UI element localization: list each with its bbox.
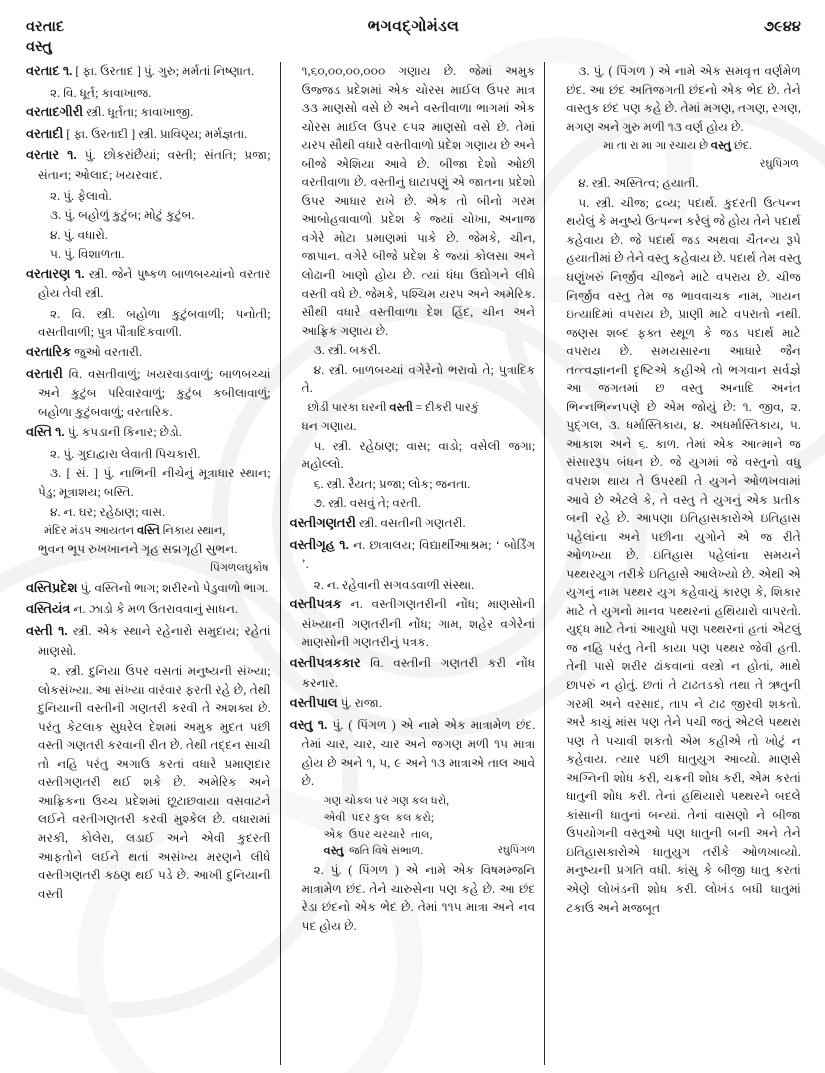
entry [26, 146, 271, 184]
headword: વસ્તી ૧. [26, 623, 68, 638]
quotation-text: નિકાય સ્થાન, [159, 525, 226, 538]
entry [290, 716, 536, 791]
quotation-line-1 [26, 523, 271, 540]
running-head [14, 18, 811, 36]
sense-text: ૨. પું. ગુદાદ્વારા લેવાતી પિચકારી. [50, 446, 201, 461]
entry-text: પું. કપડાની કિનાર; છેડો. [64, 425, 182, 440]
quotation-source: પિંગળલઘુકોષ [210, 561, 269, 574]
headword: વરતારિક [26, 344, 72, 359]
text-columns [14, 62, 811, 1065]
sense: ૩. સ્ત્રી. બકરી. [313, 343, 381, 358]
headword: વસ્તીગણતરી [289, 515, 356, 530]
entry-text: પું. વસ્તિનો ભાગ; શરીરનો પેડુવાળો ભાગ. [77, 580, 269, 595]
verse-quotation [290, 793, 536, 860]
headword: વસ્તિ ૧. [26, 425, 65, 440]
verse-line-4 [324, 843, 536, 860]
sense-text: ૪. પું. વધારો. [50, 227, 108, 242]
entry [26, 343, 271, 363]
quotation-keyword: વસ્તિ [136, 525, 160, 538]
verse-keyword: વસ્તુ [323, 845, 344, 858]
quotation-text: મંદિર મંડપ આયતન [44, 525, 137, 538]
entry [290, 595, 536, 652]
paragraph-continued: ૧,૬૦,૦૦,૦૦,૦૦૦ ગણાય છે. જેમાં અમુક ઉજ્જડ પ્રદેશમાં એક ચોરસ માઈલ ઉપર માત્ર ૩૩ માણસો વસે છે અને વસ્તીવાળા ભાગમાં એક ચોરસ માઈલ ઉપર ૯૫૨ માણસો વસે છે. તેમાં યરપ સૌથી વધારે વસ્તીવાળો પ્રદેશ ગણાય છે અને બીજે એશિયા આવે છે. બીજા દેશો ઓછી વરતીવાળા છે. વસ્તીનું ઘાટાપણું એ જાતના પ્રદેશો ઉપર આધાર રાખે છે. એક તો બીનો ગરમ આબોહવાવાળો પ્રદેશ કે જ્યાં ચોખા, અનાજ વગેરે મોટા પ્રમાણમાં પાકે છે. જેમકે, ચીન, જાપાન. વગેરે બીજે પ્રદેશ કે જ્યાં કોલસા અને લોઢાની ખાણો હોય છે. ત્યાં ધંધા ઉદ્યોગને લીધે વસ્તી વધે છે. જેમકે, પશ્ચિમ યરપ અને અમેરિક. સૌથી વધારે વસ્તીવાળા દેશ હિંદ, ચીન અને આફ્રિક ગણાય છે. [301, 64, 536, 338]
sense-text: ૨. સ્ત્રી. દુનિયા ઉપર વસતાં મનુષ્યની સંખ્યા; લોકસંખ્યા. આ સંખ્યા વારંવાર ફરતી રહે છે, તેથી દુનિયાની વસ્તીની ગણતરી કરવી તે અશક્ય છે. પરંતુ કેટલાક સુધરેલ દેશમાં અમુક મુદત પછી વસ્તી ગણતરી કરવાની રીત છે. તેથી તદ્દન સાચી તો નહિ પરંતુ અગાઉ કરતાં વધારે પ્રમાણદાર વસ્તીગણતરી થઈ શકે છે. અમેરિક અને આફ્રિકના ઉચ્ચ પ્રદેશમાં છૂટાછવાયા વસવાટને લઈને વરતીગણતરી કરવી મુશ્કેલ છે. વધારામાં મરકી, કોલેરા, લડાઈ અને એવી કુદરતી આફતોને લઈને થતાં અસંખ્ય મરણને લીધે વસ્તીગણતરી કઠણ થઈ પડે છે. આખી દુનિયાની વસ્તી [38, 664, 271, 901]
headword: વરતારી [26, 366, 63, 381]
verse-source: રઘુપિંગળ [497, 845, 536, 857]
sense [26, 464, 271, 501]
running-head-title: ભગવદ્ગોમંડલ [367, 18, 460, 35]
prosody-example-source: રઘુપિંગળ [759, 157, 799, 170]
entry [26, 365, 271, 422]
sense-text: ૨. વિ. ધૂર્ત; કાવાખાજ. [50, 85, 152, 100]
sense: ૪. સ્ત્રી. અસ્તિત્વ; હયાતી. [578, 176, 699, 191]
prosody-example-text: મા તા રા મા ગા રચાય છે [603, 140, 711, 153]
entry-text: વિ. વસ્તીની ગણતરી કરી નોંધ કરનાર. [301, 655, 536, 690]
entry [26, 62, 271, 82]
sense [26, 305, 271, 342]
entry-text: સ્ત્રી. એક સ્થાને રહેનારો સમુદાય; રહેતાં માણસો. [38, 623, 271, 658]
sense-text: ૩. [ સં. ] પું. નાભિની નીચેનું મૂત્રાધાર સ્થાન; પેડુ; મૂત્રાશય; બસ્તિ. [38, 466, 271, 499]
headword: વરતાદી [26, 126, 64, 141]
headword: વસ્તિયંત્ર [26, 602, 71, 617]
headword: વસ્તીપાલ [289, 696, 338, 711]
sense [26, 84, 271, 103]
entry [26, 622, 271, 660]
sense [26, 662, 271, 903]
entry-text: ન. છાત્રાલય; વિદ્યાર્થીઆશ્રમ; ‘ બોર્ડિંગ ’. [301, 537, 536, 572]
headword: વરતાર ૧. [26, 148, 77, 163]
sense [26, 226, 271, 245]
sense [26, 245, 271, 264]
headword: વસ્તીપત્રકકાર [289, 655, 361, 670]
entry-text: સ્ત્રી. જેને પુષ્કળ બાળબચ્ચાંનો વરતાર હોય તેવી સ્ત્રી. [38, 266, 271, 301]
sense [26, 206, 271, 225]
sense: ૩. પું. ( પિંગળ ) એ નામે એક સમવૃત્ત વર્ણમેળ છંદ. આ છંદ અતિજગતી છંદનો એક ભેદ છે. તેને વાસ્તુક છંદ પણ કહે છે. તેમાં મગણ, તગણ, રગણ, મગણ અને ગુરુ મળી ૧૩ વર્ણ હોય છે. [566, 64, 801, 134]
entry-text: ન. વસ્તીગણતરીની નોંધ; માણસોની સંખ્યાની ગણતરીની નોંધ; ગામ, શહેર વગેરેનાં માણસોની ગણતરીનું પત્રક. [301, 597, 536, 650]
sense-text: ૩. પું. બહોળું કુટુંબ; મોટું કુટુંબ. [50, 208, 195, 223]
entry-text: સ્ત્રી. વસતીની ગણતરી. [355, 515, 466, 530]
entry-text: પું. છોકરાંછૈયાં; વસ્તી; સંતતિ; પ્રજા; સંતાન; ઓલાદ; ખયરવાદ. [38, 148, 271, 182]
column-3 [545, 62, 811, 1065]
verse-line-3: એક ઉપર ચરચારે તાલ, [323, 828, 433, 841]
entry [290, 536, 536, 574]
sense: ૪. સ્ત્રી. બાળબચ્ચાં વગેરેનો ભરાવો તે; પુત્રાદિક તે. [301, 362, 536, 396]
sense: ૨. ન. રહેવાની સગવડવાળી સંસ્થા. [313, 577, 475, 592]
headword: વસ્તીપત્રક [289, 597, 342, 612]
entry-text: [ ફા. ઉરતાદી ] સ્ત્રી. પ્રાવિણ્ય; મર્મજ્ઞતા. [63, 126, 248, 141]
sense-text: ૫. પું. વિશાળતા. [50, 247, 125, 262]
verse-line-1: ગણ ચોકલ પર ગણ કલ ધરો, [323, 794, 450, 807]
quotation-line-2: ભુવન ભૂપ રુખખાનને ગૃહ સદ્મગૃહી સુભન. [38, 542, 238, 557]
sense: ૫. સ્ત્રી. રહેઠાણ; વાસ; વાડો; વસેલી જગા; મહોલ્લો. [301, 438, 536, 472]
entry [26, 600, 271, 620]
entry [26, 423, 271, 443]
usage-example-line-1 [290, 400, 536, 417]
entry-text: પું. રાજા. [337, 696, 382, 711]
entry [290, 514, 536, 534]
headword: વરતારણ ૧. [26, 266, 85, 281]
usage-example-line-2: ધન ગણાય. [301, 419, 357, 434]
sense [26, 445, 271, 464]
entry [26, 265, 271, 303]
sense: ૨. પું. ( પિંગળ ) એ નામે એક વિષમમ્જનિ માત્રામેળ છંદ. તેને ચારુસેના પણ કહે છે. આ છંદ રેડા છંદનો એક ભેદ છે. તેમાં ૧૧૫ માત્રા અને નવ પદ હોય છે. [301, 863, 536, 933]
entry-text: વિ. વસતીવાળું; ખયરવાડવાળું; બાળબચ્ચાં અને કુટુંબ પરિવારવાળું; કુટુંબ કબીલાવાળું; બહોળા કુટુંબવાળું; વરતારિક. [38, 366, 271, 419]
usage-example-text: છોડી પારકા ઘરની [307, 401, 390, 414]
headword: વસ્તુ ૧. [289, 717, 328, 732]
prosody-example-text: છંદ. [731, 140, 752, 153]
sense [26, 503, 271, 522]
verse-line-4-text: જતિ વિષે સંભાળ. [343, 845, 424, 858]
sense: ૬. સ્ત્રી. રૈયત; પ્રજા; લોક; જનતા. [313, 476, 471, 491]
entry-text: પું. ( પિંગળ ) એ નામે એક માત્રામેળ છંદ. તેમાં ચાર, ચાર, ચાર અને જગણ મળી ૧૫ માત્રા હોય છે અને ૧, ૫, ૯ અને ૧૩ માત્રાએ તાલ આવે છે. [301, 717, 536, 789]
entry [26, 103, 271, 123]
entry-text: [ ફા. ઉરતાદ ] પું. ગુરુ; મર્મતાં નિષ્ણાત. [72, 64, 255, 78]
column-1 [14, 62, 280, 1065]
entry-text: સ્ત્રી. ધૂર્તતા; કાવાખાજી. [83, 105, 194, 120]
sense-text: ૪. ન. ઘર; રહેઠાણ; વાસ. [50, 504, 166, 519]
sense-text: ૨. પું. ફેલાવો. [50, 188, 112, 203]
entry [290, 694, 536, 714]
sense: ૫. સ્ત્રી. ચીજ; દ્રવ્ય; પદાર્થ. કુદરતી ઉત્પન્ન થયેલું કે મનુષ્યે ઉત્પન્ન કરેલું જે હોય તેને પદાર્થ કહેવાય છે. જે પદાર્થ જડ અથવા ચૈતન્ય રૂપે હયાતીમાં છે તેને વસ્તુ કહેવાય છે. પદાર્થ તેમ વસ્તુ ઘણુંખરું નિર્જીવ ચીજને માટે વપરાય છે. ચીજ નિર્જીવ વસ્તુ તેમ જ ભાવવાચક નામ, ગાયન ઇત્યાદિમાં વપરાય છે, પ્રાણી માટે વપરાતો નથી. જણસ શબ્દ ફક્ત સ્થૂળ કે જડ પદાર્થ માટે વપરાય છે. સમયસારના આધારે જૈન તત્ત્વજ્ઞાનની દૃષ્ટિએ કહીએ તો ભગવાન સર્વજ્ઞે આ જગતમાં છ વસ્તુ અનાદિ અનંત ભિન્નભિન્નપણે છે એમ જોયું છે: ૧. જીવ, ૨. પુદ્ગલ, ૩. ધર્માસ્તિકાય, ૪. અધર્માસ્તિકાય, ૫. આકાશ અને ૬. કાળ. તેમાં એક આત્માને જ સંસારરૂપ બંધન છે. જે યુગમાં જે વસ્તુનો વધુ વપરાશ થાય તે ઉપરથી તે યુગને ઓળખવામાં આવે છે એટલે કે, તે વસ્તુ તે યુગનું એક પ્રતીક બની રહે છે. આપણા ઇતિહાસકારોએ ઇતિહાસ પહેલાંના અને પછીના યુગોને એ જ રીતે ઓળખ્યા છે. ઇતિહાસ પહેલાંના સમયને પથ્થરયુગ તરીકે ઇતિહાસે આલેખ્યો છે. એથી એ યુગનું નામ પથ્થર યુગ કહેવાયું કારણ કે, શિકાર માટે તે યુગનો માનવ પથ્થરનાં હથિયારો વાપરતો. યુદ્ધ માટે તેનાં આયુધો પણ પથ્થરનાં હતાં એટલું જ નહિ પરંતુ તેની કાયા પણ પથ્થર જેવી હતી. તેની પાસે શરીર ઢાંકવાનાં વસ્ત્રો ન હોતાં, માથે છાપરું ન હોતું. છતાં તે ટાઢતડકો તથા તે ઋતુની ગરમી અને વરસાદ, તાપ ને ટાઢ જીરવી શકતો. અરે કાચું માંસ પણ તેને પચી જતું એટલે પથ્થરા પણ તે પચાવી શકતો એમ કહીએ તો ખોટું ન કહેવાય. ત્યાર પછી ધાતુયુગ આવ્યો. માણસે અગ્નિની શોધ કરી, ચક્રની શોધ કરી, એમ કરતાં ધાતુની શોધ કરી. તેનાં હથિયારો પથ્થરને બદલે કાંસાની ધાતુનાં બન્યાં. તેનાં વાસણો ને બીજા ઉપયોગની વસ્તુઓ પણ ધાતુની બની અને તેને ઇતિહાસકારોએ ધાતુયુગ તરીકે ઓળખાવ્યો. મનુષ્યની પ્રગતિ વધી. કાંસુ કે બીજી ધાતુ કરતાં એણે લોખંડની શોધ કરી. લોખંડ બધી ધાતુમાં ટકાઉ અને મજબૂત [566, 195, 801, 915]
entry [26, 579, 271, 599]
prosody-example [554, 138, 801, 155]
sense: ૭. સ્ત્રી. વસવું તે; વરતી. [313, 496, 421, 511]
entry [26, 125, 271, 145]
headword: વસ્તિપ્રદેશ [26, 580, 78, 595]
sense-text: ૨. વિ. સ્ત્રી. બહોળા કુટુંબવાળી; પનોતી; વસતીવાળી; પુત્ર પૌત્રાદિકવાળી. [38, 306, 271, 340]
headword: વરતાદગીરી [26, 105, 84, 120]
sense [26, 187, 271, 206]
verse-line-2: એવી પંદર કુલ કલ કરો; [323, 811, 434, 824]
usage-example-keyword: વસ્તી [389, 401, 413, 414]
headword: વસ્તીગૃહ ૧. [289, 537, 349, 552]
entry-text: ન. ઝાડો કે મળ ઉતરાવવાનું સાધન. [70, 602, 238, 617]
column-2 [280, 62, 546, 1065]
page-number: ૭૯૪૪ [763, 19, 801, 35]
entry-text: જુઓ વરતારી. [71, 344, 143, 359]
usage-example-text: = દીકરી પારકું [412, 401, 479, 414]
headword: વરતાદ ૧. [26, 64, 73, 78]
prosody-example-keyword: વસ્તુ [710, 140, 732, 153]
catchword: વસ્તુ [26, 39, 52, 55]
running-head-left: વરતાદ [26, 19, 65, 35]
entry [290, 654, 536, 692]
